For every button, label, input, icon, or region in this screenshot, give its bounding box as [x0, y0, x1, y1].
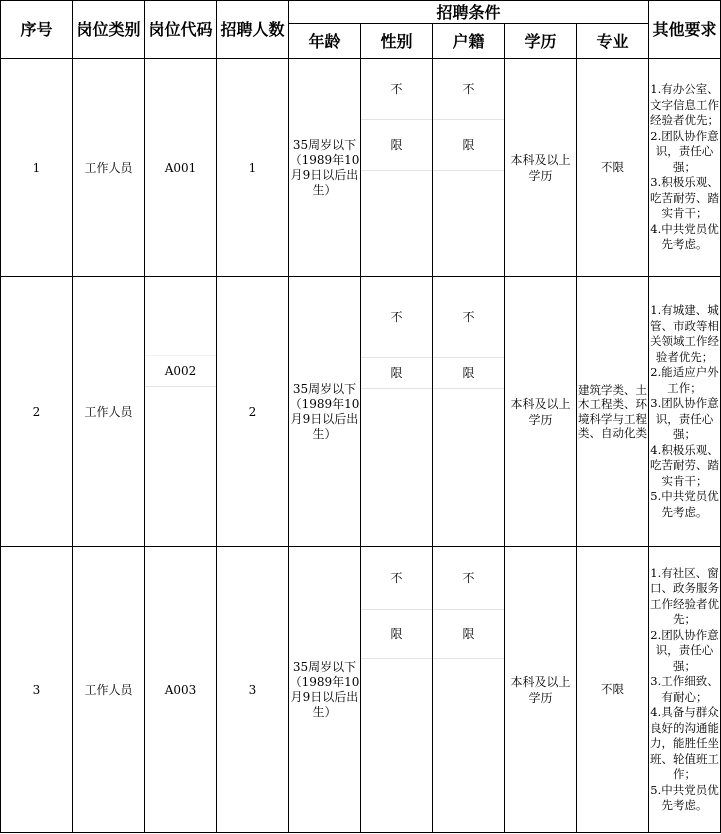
- row-other-requirements: [649, 59, 721, 277]
- header-conditions: 招聘条件: [289, 1, 649, 24]
- row-gender: [361, 547, 433, 833]
- table-row: [1, 277, 721, 547]
- table-row: [1, 59, 721, 277]
- row-no: 1: [1, 59, 73, 277]
- header-other: 其他要求: [649, 1, 721, 59]
- row-hukou: [433, 277, 505, 547]
- row-category: 工作人员: [73, 277, 145, 547]
- requirement-item: 3.团队协作意识，责任心强；: [650, 396, 719, 441]
- row-code-spacer: [145, 277, 216, 356]
- requirement-item: 1.有社区、窗口、政务服务工作经验者优先；: [650, 565, 720, 626]
- header-row-1: [1, 1, 721, 24]
- header-gender: 性别: [361, 24, 433, 59]
- requirement-item: 4.中共党员优先考虑。: [650, 221, 719, 252]
- row-hukou-spacer: [433, 171, 504, 276]
- row-hukou-line-1: 不: [433, 277, 504, 358]
- requirement-item: 2.能适应户外工作；: [650, 365, 719, 395]
- requirement-item: 4.积极乐观、吃苦耐劳、踏实肯干；: [650, 442, 720, 488]
- row-code-spacer: [145, 387, 216, 546]
- row-other-requirements: [649, 277, 721, 547]
- row-hukou-line-2: 限: [433, 610, 504, 659]
- row-age: 35周岁以下（1989年10月9日以后出生）: [289, 277, 361, 547]
- row-gender-line-1: 不: [361, 277, 432, 358]
- row-count: 1: [217, 59, 289, 277]
- row-gender-spacer: [361, 389, 432, 546]
- row-gender-line-2: 限: [361, 610, 432, 659]
- row-other-requirements: [649, 547, 721, 833]
- row-gender-line-1: 不: [361, 547, 432, 610]
- header-count: 招聘人数: [217, 1, 289, 59]
- row-education: 本科及以上学历: [505, 59, 577, 277]
- header-major: 专业: [577, 24, 649, 59]
- row-education: 本科及以上学历: [505, 547, 577, 833]
- header-education: 学历: [505, 24, 577, 59]
- row-category: 工作人员: [73, 547, 145, 833]
- row-age: 35周岁以下（1989年10月9日以后出生）: [289, 547, 361, 833]
- row-gender-line-1: 不: [361, 59, 432, 120]
- row-no: 3: [1, 547, 73, 833]
- row-hukou-line-2: 限: [433, 120, 504, 171]
- row-age: 35周岁以下（1989年10月9日以后出生）: [289, 59, 361, 277]
- row-major: 不限: [577, 59, 649, 277]
- requirement-item: 1.有办公室、文字信息工作经验者优先；: [650, 82, 720, 128]
- requirement-item: 5.中共党员优先考虑。: [650, 489, 719, 519]
- requirement-item: 2.团队协作意识，责任心强；: [650, 128, 719, 174]
- table-row: [1, 547, 721, 833]
- header-code: 岗位代码: [145, 1, 217, 59]
- row-major: 不限: [577, 547, 649, 833]
- row-gender-line-2: 限: [361, 358, 432, 389]
- row-gender: [361, 277, 433, 547]
- header-category: 岗位类别: [73, 1, 145, 59]
- row-code-value: A002: [145, 356, 216, 387]
- row-count: 2: [217, 277, 289, 547]
- header-hukou: 户籍: [433, 24, 505, 59]
- row-hukou: [433, 59, 505, 277]
- requirement-item: 4.具备与群众良好的沟通能力，能胜任坐班、轮值班工作；: [650, 705, 720, 781]
- row-code: A003: [145, 547, 217, 833]
- row-count: 3: [217, 547, 289, 833]
- row-hukou-line-2: 限: [433, 358, 504, 389]
- requirement-item: 3.积极乐观、吃苦耐劳、踏实肯干；: [650, 175, 720, 221]
- requirement-item: 5.中共党员优先考虑。: [650, 782, 719, 812]
- row-gender: [361, 59, 433, 277]
- header-age: 年龄: [289, 24, 361, 59]
- requirement-item: 1.有城建、城管、市政等相关领域工作经验者优先；: [650, 303, 720, 364]
- requirement-item: 3.工作细致、有耐心；: [650, 674, 719, 704]
- row-code: A001: [145, 59, 217, 277]
- header-no: 序号: [1, 1, 73, 59]
- row-hukou-line-1: 不: [433, 547, 504, 610]
- row-hukou-spacer: [433, 389, 504, 546]
- row-hukou-spacer: [433, 659, 504, 832]
- requirement-item: 2.团队协作意识，责任心强；: [650, 627, 719, 673]
- row-hukou-line-1: 不: [433, 59, 504, 120]
- row-education: 本科及以上学历: [505, 277, 577, 547]
- row-category: 工作人员: [73, 59, 145, 277]
- row-hukou: [433, 547, 505, 833]
- row-gender-line-2: 限: [361, 120, 432, 171]
- row-code: [145, 277, 217, 547]
- row-gender-spacer: [361, 171, 432, 276]
- row-gender-spacer: [361, 659, 432, 832]
- row-no: 2: [1, 277, 73, 547]
- row-major: 建筑学类、土木工程类、环境科学与工程类、自动化类: [577, 277, 649, 547]
